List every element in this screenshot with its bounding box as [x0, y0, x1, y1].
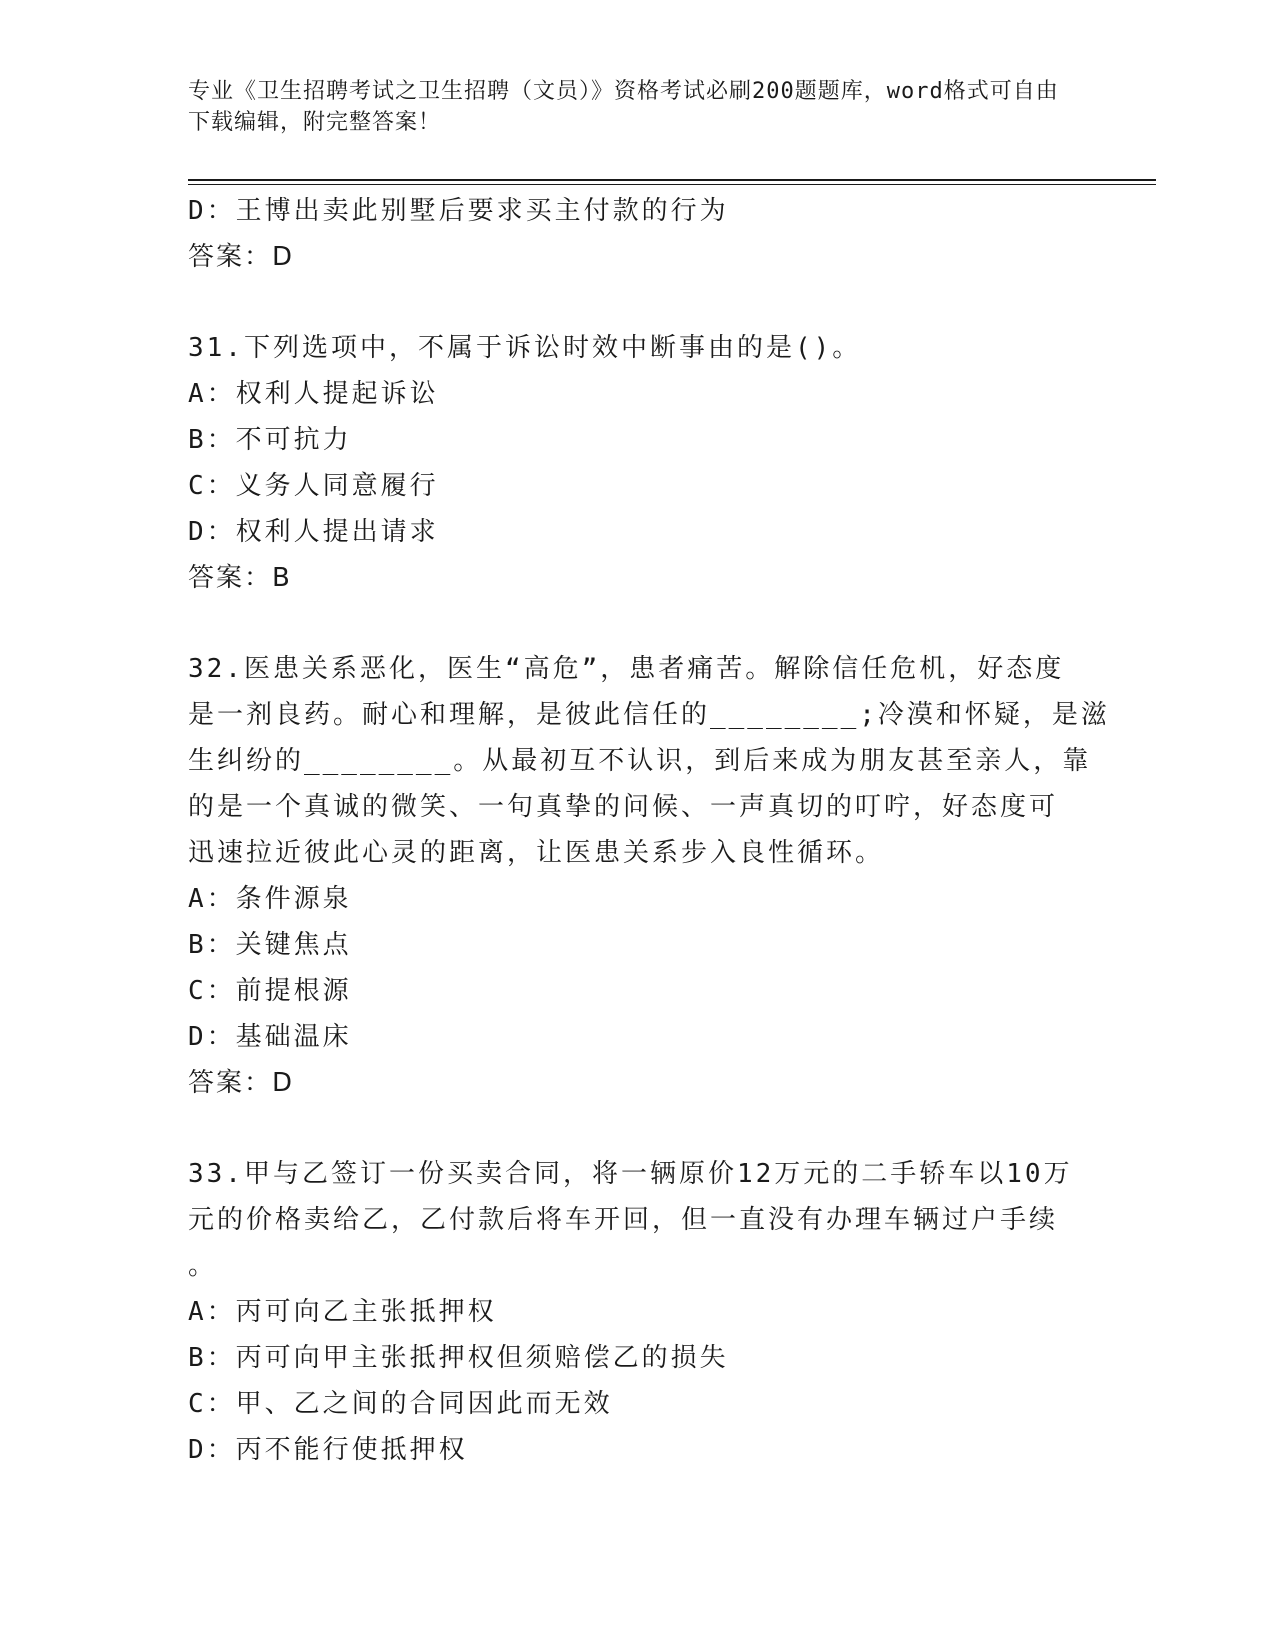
option-b: B：丙可向甲主张抵押权但须赔偿乙的损失 — [188, 1343, 729, 1373]
question-stem-line: 迅速拉近彼此心灵的距离，让医患关系步入良性循环。 — [188, 838, 885, 868]
question-stem-line: 是一剂良药。耐心和理解，是彼此信任的________;冷漠和怀疑，是滋 — [188, 700, 1110, 730]
option-b: B：不可抗力 — [188, 425, 352, 455]
option-d: D：权利人提出请求 — [188, 517, 439, 547]
question-31 — [188, 325, 1068, 601]
question-stem-line: 32.医患关系恶化，医生“高危”，患者痛苦。解除信任危机，好态度 — [188, 654, 1065, 684]
option-c: C：甲、乙之间的合同因此而无效 — [188, 1389, 613, 1419]
option-d: D：王博出卖此别墅后要求买主付款的行为 — [188, 196, 729, 226]
previous-question-tail — [188, 188, 1068, 280]
question-stem-line: 的是一个真诚的微笑、一句真挚的问候、一声真切的叮咛，好态度可 — [188, 792, 1059, 822]
option-d: D：丙不能行使抵押权 — [188, 1435, 468, 1465]
question-stem-line: 33.甲与乙签订一份买卖合同，将一辆原价12万元的二手轿车以10万 — [188, 1159, 1073, 1189]
question-stem-line: 生纠纷的________。从最初互不认识，到后来成为朋友甚至亲人，靠 — [188, 746, 1092, 776]
answer-line: 答案：D — [188, 1068, 295, 1098]
option-c: C：义务人同意履行 — [188, 471, 439, 501]
option-c: C：前提根源 — [188, 976, 352, 1006]
document-body — [188, 188, 1110, 1473]
page-header: 专业《卫生招聘考试之卫生招聘（文员）》资格考试必刷200题题库，word格式可自由下载编辑，附完整答案！ — [188, 79, 1059, 135]
option-a: A：权利人提起诉讼 — [188, 379, 439, 409]
question-stem-line: 。 — [188, 1251, 218, 1281]
header-divider-thin — [188, 184, 1156, 185]
answer-line: 答案：D — [188, 242, 295, 272]
question-33 — [188, 1151, 1073, 1473]
answer-line: 答案：B — [188, 563, 292, 593]
option-a: A：条件源泉 — [188, 884, 352, 914]
header-divider-thick — [188, 179, 1156, 181]
question-32 — [188, 646, 1110, 1106]
question-stem-line: 元的价格卖给乙，乙付款后将车开回，但一直没有办理车辆过户手续 — [188, 1205, 1059, 1235]
option-b: B：关键焦点 — [188, 930, 352, 960]
question-stem: 31.下列选项中，不属于诉讼时效中断事由的是()。 — [188, 333, 862, 363]
option-d: D：基础温床 — [188, 1022, 352, 1052]
option-a: A：丙可向乙主张抵押权 — [188, 1297, 497, 1327]
